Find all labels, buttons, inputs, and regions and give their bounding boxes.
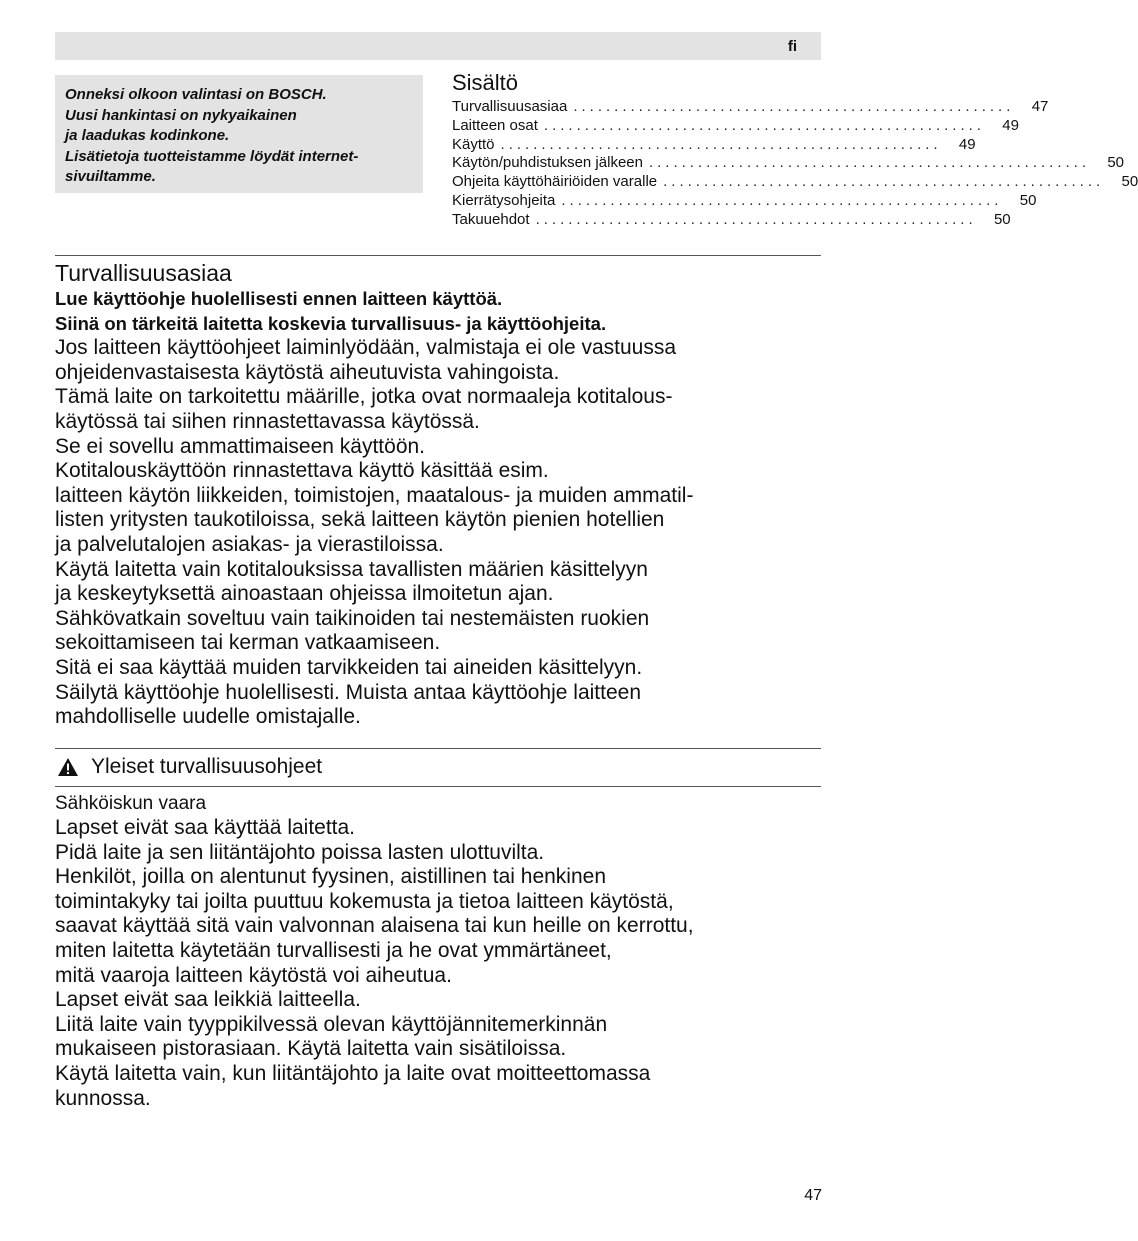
intro-line: Uusi hankintasi on nykyaikainen bbox=[65, 106, 297, 124]
toc-leader-dots: ...................................................... bbox=[500, 135, 942, 153]
section-divider bbox=[55, 255, 821, 256]
toc-item[interactable] bbox=[452, 191, 1037, 211]
toc-item-label: Kierrätysohjeita bbox=[452, 191, 556, 209]
intro-line: Lisätietoja tuotteistamme löydät internet- bbox=[65, 147, 359, 165]
toc-item-page: 50 bbox=[1019, 191, 1037, 209]
language-code: fi bbox=[787, 38, 797, 55]
toc-item-page: 50 bbox=[1121, 173, 1138, 191]
safety-text-line: mahdolliselle uudelle omistajalle. bbox=[55, 705, 361, 729]
general-text-line: mukaiseen pistorasiaan. Käytä laitetta vain sisätiloissa. bbox=[55, 1037, 567, 1061]
general-text-line: Lapset eivät saa käyttää laitetta. bbox=[55, 816, 356, 839]
toc-item[interactable] bbox=[452, 98, 1049, 117]
toc-leader-dots: ...................................................... bbox=[648, 154, 1091, 172]
toc-item-label: Laitteen osat bbox=[452, 116, 538, 134]
toc-item[interactable] bbox=[452, 173, 1138, 192]
safety-text-line: ohjeidenvastaisesta käytöstä aiheutuvista vahingoista. bbox=[55, 360, 560, 384]
toc-item[interactable] bbox=[452, 154, 1125, 173]
safety-text-line: Kotitalouskäyttöön rinnastettava käyttö käsittää esim. bbox=[55, 459, 549, 483]
safety-text-line: käytössä tai siihen rinnastettavassa käytössä. bbox=[55, 409, 480, 433]
safety-text-line: Se ei sovellu ammattimaiseen käyttöön. bbox=[55, 434, 426, 458]
toc-item-label: Ohjeita käyttöhäiriöiden varalle bbox=[452, 173, 658, 191]
general-text-line: Henkilöt, joilla on alentunut fyysinen, aistillinen tai henkinen bbox=[55, 865, 607, 889]
section-title: Yleiset turvallisuusohjeet bbox=[91, 755, 323, 778]
safety-text-line: laitteen käytön liikkeiden, toimistojen, maatalous- ja muiden ammatil- bbox=[55, 483, 694, 507]
toc-item-page: 49 bbox=[958, 135, 976, 153]
toc-title: Sisältö bbox=[452, 70, 519, 95]
toc-item-label: Käytön/puhdistuksen jälkeen bbox=[452, 154, 643, 172]
section-divider bbox=[55, 786, 821, 787]
general-text-line: kunnossa. bbox=[55, 1086, 151, 1110]
general-text-line: mitä vaaroja laitteen käytöstä voi aiheutua. bbox=[55, 963, 452, 987]
toc-item-label: Takuuehdot bbox=[452, 210, 530, 228]
safety-text-line: Sähkövatkain soveltuu vain taikinoiden tai nestemäisten ruokien bbox=[55, 606, 650, 630]
toc-item-page: 50 bbox=[1107, 154, 1125, 172]
toc-item-page: 49 bbox=[1002, 116, 1019, 134]
safety-text-line: ja palvelutalojen asiakas- ja vierastiloissa. bbox=[55, 532, 444, 556]
safety-text-line: sekoittamiseen tai kerman vatkaamiseen. bbox=[55, 631, 441, 655]
toc-leader-dots: ...................................................... bbox=[573, 98, 1015, 115]
toc-leader-dots: ...................................................... bbox=[663, 173, 1105, 191]
language-bar bbox=[55, 32, 821, 60]
safety-text-line: Sitä ei saa käyttää muiden tarvikkeiden tai aineiden käsittelyyn. bbox=[55, 655, 643, 679]
safety-text-line: Käytä laitetta vain kotitalouksissa tavallisten määrien käsittelyyn bbox=[55, 557, 648, 581]
safety-lead-line: Lue käyttöohje huolellisesti ennen laitteen käyttöä. bbox=[55, 288, 503, 309]
general-text-line: toimintakyky tai joilta puuttuu kokemusta ja tietoa laitteen käytöstä, bbox=[55, 889, 674, 913]
intro-line: ja laadukas kodinkone. bbox=[65, 127, 230, 144]
intro-line: sivuiltamme. bbox=[65, 168, 156, 185]
safety-text-line: listen yritysten taukotiloissa, sekä laitteen käytön pienien hotellien bbox=[55, 508, 665, 532]
intro-line: Onneksi olkoon valintasi on BOSCH. bbox=[65, 86, 327, 103]
general-text-line: Pidä laite ja sen liitäntäjohto poissa lasten ulottuvilta. bbox=[55, 840, 545, 864]
section-title: Turvallisuusasiaa bbox=[55, 260, 232, 286]
general-text-line: Liitä laite vain tyyppikilvessä olevan käyttöjännitemerkinnän bbox=[55, 1012, 608, 1036]
section-divider bbox=[55, 748, 821, 749]
safety-section bbox=[55, 259, 835, 730]
toc-item[interactable] bbox=[452, 135, 976, 155]
toc-item-page: 50 bbox=[993, 210, 1011, 228]
warning-triangle-icon bbox=[57, 757, 79, 777]
toc-leader-dots: ...................................................... bbox=[535, 210, 977, 228]
safety-text-line: Tämä laite on tarkoitettu määrille, jotka ovat normaaleja kotitalous- bbox=[55, 385, 673, 409]
general-text-line: miten laitetta käytetään turvallisesti ja he ovat ymmärtäneet, bbox=[55, 938, 612, 962]
toc-item[interactable] bbox=[452, 116, 1019, 136]
general-safety-heading bbox=[55, 753, 835, 781]
toc-leader-dots: ...................................................... bbox=[561, 191, 1003, 209]
toc-item[interactable] bbox=[452, 210, 1011, 230]
page-number: 47 bbox=[804, 1187, 822, 1204]
toc-leader-dots: ...................................................... bbox=[543, 116, 985, 134]
electric-shock-heading: Sähköiskun vaara bbox=[55, 793, 207, 814]
toc-item-label: Turvallisuusasiaa bbox=[452, 98, 568, 115]
table-of-contents bbox=[452, 68, 1138, 230]
safety-lead-line: Siinä on tärkeitä laitetta koskevia turvallisuus- ja käyttöohjeita. bbox=[55, 312, 607, 334]
general-text-line: Käytä laitetta vain, kun liitäntäjohto ja laite ovat moitteettomassa bbox=[55, 1061, 651, 1085]
general-text-line: saavat käyttää sitä vain valvonnan alaisena tai kun heille on kerrottu, bbox=[55, 914, 694, 938]
toc-item-page: 47 bbox=[1031, 98, 1049, 115]
general-safety-section bbox=[55, 792, 835, 1111]
toc-item-label: Käyttö bbox=[452, 135, 495, 153]
safety-text-line: Säilytä käyttöohje huolellisesti. Muista antaa käyttöohje laitteen bbox=[55, 680, 642, 704]
general-text-line: Lapset eivät saa leikkiä laitteella. bbox=[55, 988, 361, 1012]
intro-box bbox=[55, 75, 423, 193]
safety-text-line: ja keskeytyksettä ainoastaan ohjeissa ilmoitetun ajan. bbox=[55, 582, 554, 606]
safety-text-line: Jos laitteen käyttöohjeet laiminlyödään, valmistaja ei ole vastuussa bbox=[55, 336, 677, 360]
